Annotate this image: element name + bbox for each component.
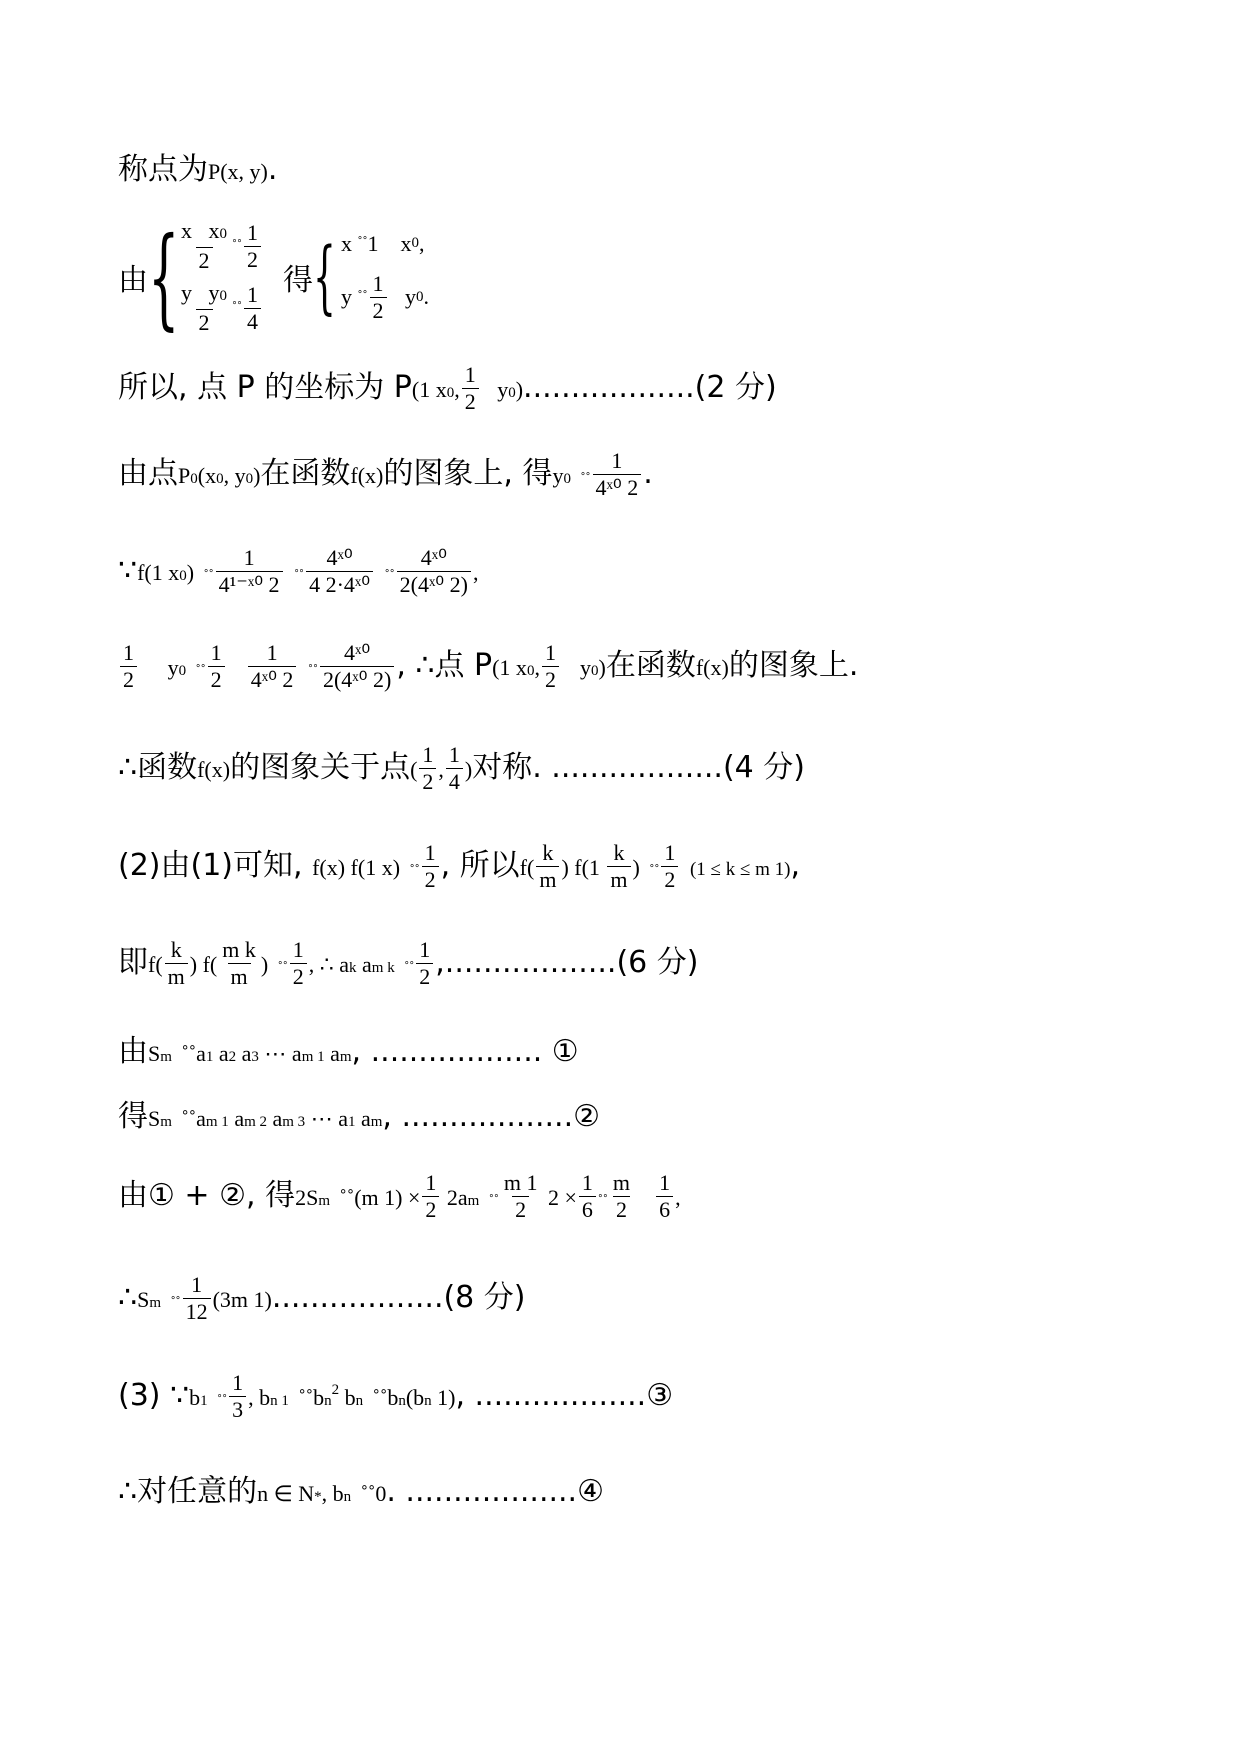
fraction: $\frac{1}{4}$ — [244, 282, 261, 335]
line-4: 由点P0(x0, y0)在函数f(x)的图象上, 得y0 ˚˚ $\frac{1}{\text{4ˣ⁰ 2}}$ . — [118, 448, 653, 500]
system-left — [176, 218, 263, 336]
system-right — [341, 231, 429, 324]
line-15: ∴对任意的n ∈ N*, bn ˚˚0. ..................④ — [118, 1474, 604, 1509]
brace-icon: { — [148, 213, 180, 341]
fraction: $\frac{\text{x x0}}{2}$ — [181, 218, 227, 273]
line-1 — [118, 150, 277, 192]
line-11: 得Sm ˚˚am 1 am 2 am 3 ⋯ a1 am, ..................② — [118, 1099, 601, 1134]
brace-icon: { — [313, 230, 336, 323]
line-6: $\frac{1}{2}$ y0 ˚˚ $\frac{1}{2}$ $\frac{1}{\text{4ˣ⁰ 2}}$ ˚˚ $\frac{\text{4ˣ⁰}}{\text{2(4ˣ⁰ 2)}}$ , ∴点 P(1 x0, $\frac{1}{2}$ y0)在函数f(x)的图象上. — [118, 640, 858, 693]
equation-system — [118, 213, 429, 341]
line-12: 由① + ②, 得2Sm ˚˚(m 1) × $\frac{1}{2}$ 2am ˚˚ $\frac{m 1}{2}$ 2 × $\frac{1}{6}$ ˚˚ $\frac{m}{2}$ $\frac{1}{6}$ , — [118, 1170, 681, 1222]
line-13: ∴Sm ˚˚ $\frac{1}{12}$ (3m 1)..................(8 分) — [118, 1272, 526, 1324]
system-row-2: $\frac{\text{y y0}}{2}$ ˚˚ $\frac{1}{4}$ — [176, 280, 263, 336]
fraction: $\frac{1}{2}$ — [244, 220, 261, 273]
line-9: 即f( $\frac{k}{m}$ ) f( $\frac{\text{m k}}{m}$ ) ˚˚ $\frac{1}{2}$ , ∴ ak am k ˚˚ $\frac{1}{2}$ ,..................(6 分) — [118, 937, 699, 989]
line-8: (2)由(1)可知, f(x) f(1 x) ˚˚ $\frac{1}{2}$ , 所以f( $\frac{k}{m}$ ) f(1 $\frac{k}{m}$ ) ˚˚ $\frac{1}{2}$ (1 ≤ k ≤ m 1), — [118, 840, 801, 892]
line-5: ∵f(1 x0) ˚˚ $\frac{1}{\text{4¹⁻ˣ⁰ 2}}$ ˚˚ $\frac{\text{4ˣ⁰}}{\text{4 2·4ˣ⁰}}$ ˚˚ $\frac{\text{4ˣ⁰}}{\text{2(4ˣ⁰ 2)}}$ , — [118, 545, 479, 597]
line-7: ∴函数f(x)的图象关于点( $\frac{1}{2}$ , $\frac{1}{4}$ )对称. ..................(4 分) — [118, 742, 805, 794]
fraction: $\frac{\text{y y0}}{2}$ — [181, 280, 227, 335]
system-row-1: $\frac{\text{x x0}}{2}$ ˚˚ $\frac{1}{2}$ — [176, 218, 263, 274]
math: P(x, y) — [208, 159, 268, 184]
text: 称点为 — [118, 152, 208, 187]
text: 由 — [118, 263, 148, 298]
system-row-3: x ˚˚ 1 x 0 , — [341, 230, 425, 256]
line-14: (3) ∵b1 ˚˚ $\frac{1}{3}$ , bn 1 $˚˚bn^2$ bn ˚˚bn(bn 1), ..................③ — [118, 1370, 674, 1422]
system-row-4: y ˚˚ $\frac{1}{2}$ y 0 . — [341, 270, 429, 323]
line-10: 由Sm ˚˚a1 a2 a3 ⋯ am 1 am, .................. ① — [118, 1034, 579, 1069]
line-3: 所以, 点 P 的坐标为 P(1 x0, $\frac{1}{2}$ y0)..................(2 分) — [118, 362, 777, 414]
text: 得 — [283, 263, 313, 298]
text: . — [267, 152, 278, 187]
